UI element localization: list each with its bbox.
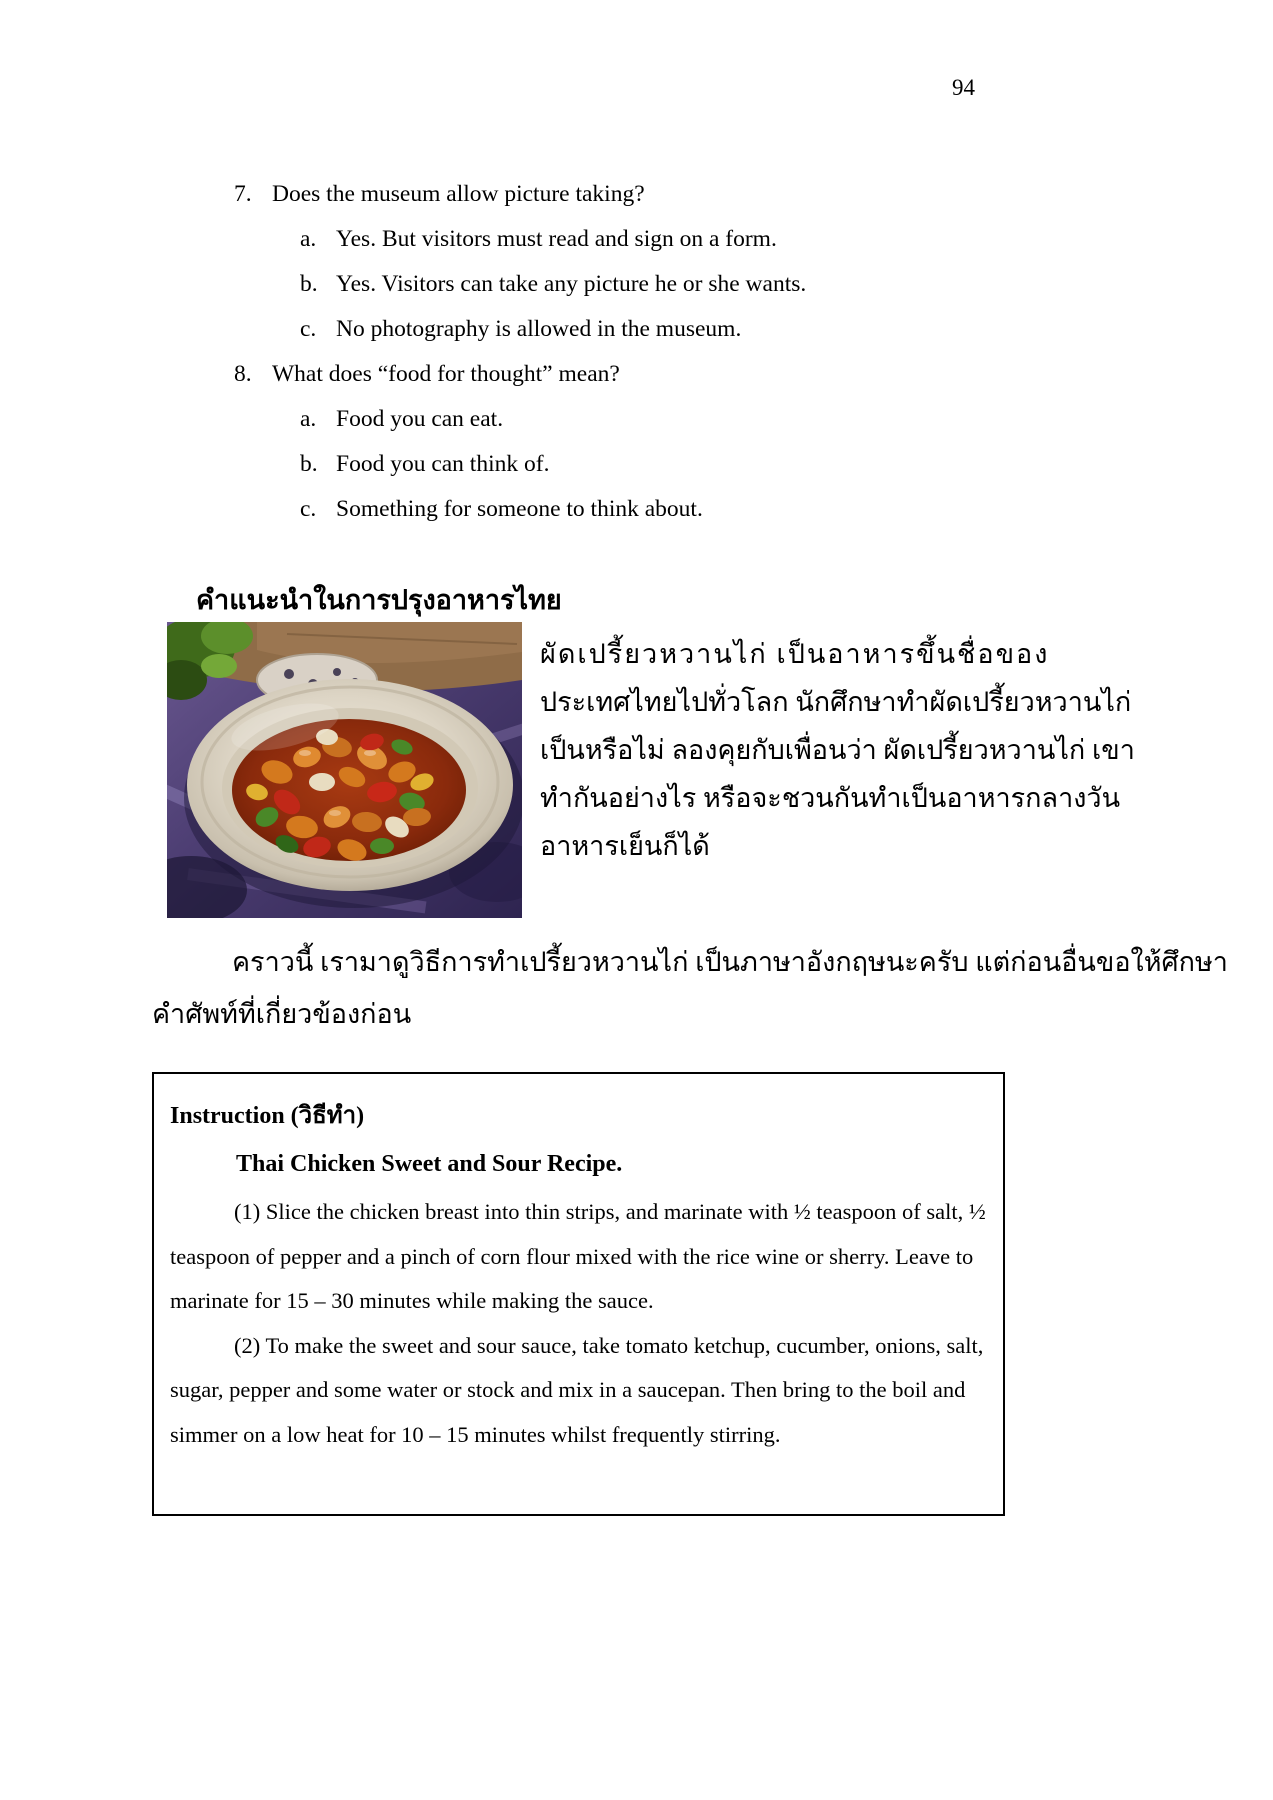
option-text: No photography is allowed in the museum. [336,316,742,342]
intro-line: ผัดเปรี้ยวหวานไก่ เป็นอาหารขึ้นชื่อของ [540,639,1050,669]
page-number: 94 [952,75,975,100]
food-photo [167,622,522,918]
question-7-option-a [234,217,1044,262]
option-text: Food you can eat. [336,406,504,432]
thai-sweet-and-sour-chicken-photo [167,622,522,918]
question-8-option-c [234,487,1044,532]
thai-intro-text [540,630,1135,870]
question-7-option-c [234,307,1044,352]
option-label: c. [300,496,317,522]
recipe-step-1: (1) Slice the chicken breast into thin strips, and marinate with ½ teaspoon of salt, ½ teaspoon of pepper and a pinch of corn flour mixed with the rice wine or sherry. Leave to marinate for 15 – 30 minutes while making the sauce. [170,1199,986,1313]
question-number: 7. [234,181,252,207]
option-label: b. [300,271,318,297]
question-7-option-b [234,262,1044,307]
recipe-title: Thai Chicken Sweet and Sour Recipe. [236,1151,623,1177]
intro-line: ทำกันอย่างไร หรือจะชวนกันทำเป็นอาหารกลางวัน [540,783,1121,813]
instruction-box-title: Instruction (วิธีทำ) [170,1103,365,1129]
intro-line: ประเทศไทยไปทั่วโลก นักศึกษาทำผัดเปรี้ยวหวานไก่ [540,687,1132,717]
option-label: a. [300,226,317,252]
follow-line: คำศัพท์ที่เกี่ยวข้องก่อน [152,999,412,1029]
intro-line: อาหารเย็นก็ได้ [540,831,710,861]
instruction-box [152,1072,1005,1516]
question-7 [234,172,1044,217]
option-text: Yes. Visitors can take any picture he or she wants. [336,271,807,297]
question-8 [234,352,1044,397]
thai-follow-text [152,936,1228,1040]
option-text: Yes. But visitors must read and sign on a form. [336,226,777,252]
question-8-option-b [234,442,1044,487]
question-text: Does the museum allow picture taking? [272,181,645,207]
option-label: b. [300,451,318,477]
recipe-step-2: (2) To make the sweet and sour sauce, take tomato ketchup, cucumber, onions, salt, sugar, pepper and some water or stock and mix in a saucepan. Then bring to the boil and simmer on a low heat for 10 – 15 minutes whilst frequently stirring. [170,1332,984,1447]
question-text: What does “food for thought” mean? [272,361,620,387]
option-label: c. [300,316,317,342]
intro-line: เป็นหรือไม่ ลองคุยกับเพื่อนว่า ผัดเปรี้ยวหวานไก่ เขา [540,735,1135,765]
option-text: Food you can think of. [336,451,550,477]
thai-cooking-section-heading: คำแนะนำในการปรุงอาหารไทย [196,585,562,615]
questions-section [234,172,1044,532]
question-8-option-a [234,397,1044,442]
follow-line: คราวนี้ เรามาดูวิธีการทำเปรี้ยวหวานไก่ เป็นภาษาอังกฤษนะครับ แต่ก่อนอื่นขอให้ศึกษา [232,947,1228,977]
option-label: a. [300,406,317,432]
question-number: 8. [234,361,252,387]
option-text: Something for someone to think about. [336,496,703,522]
